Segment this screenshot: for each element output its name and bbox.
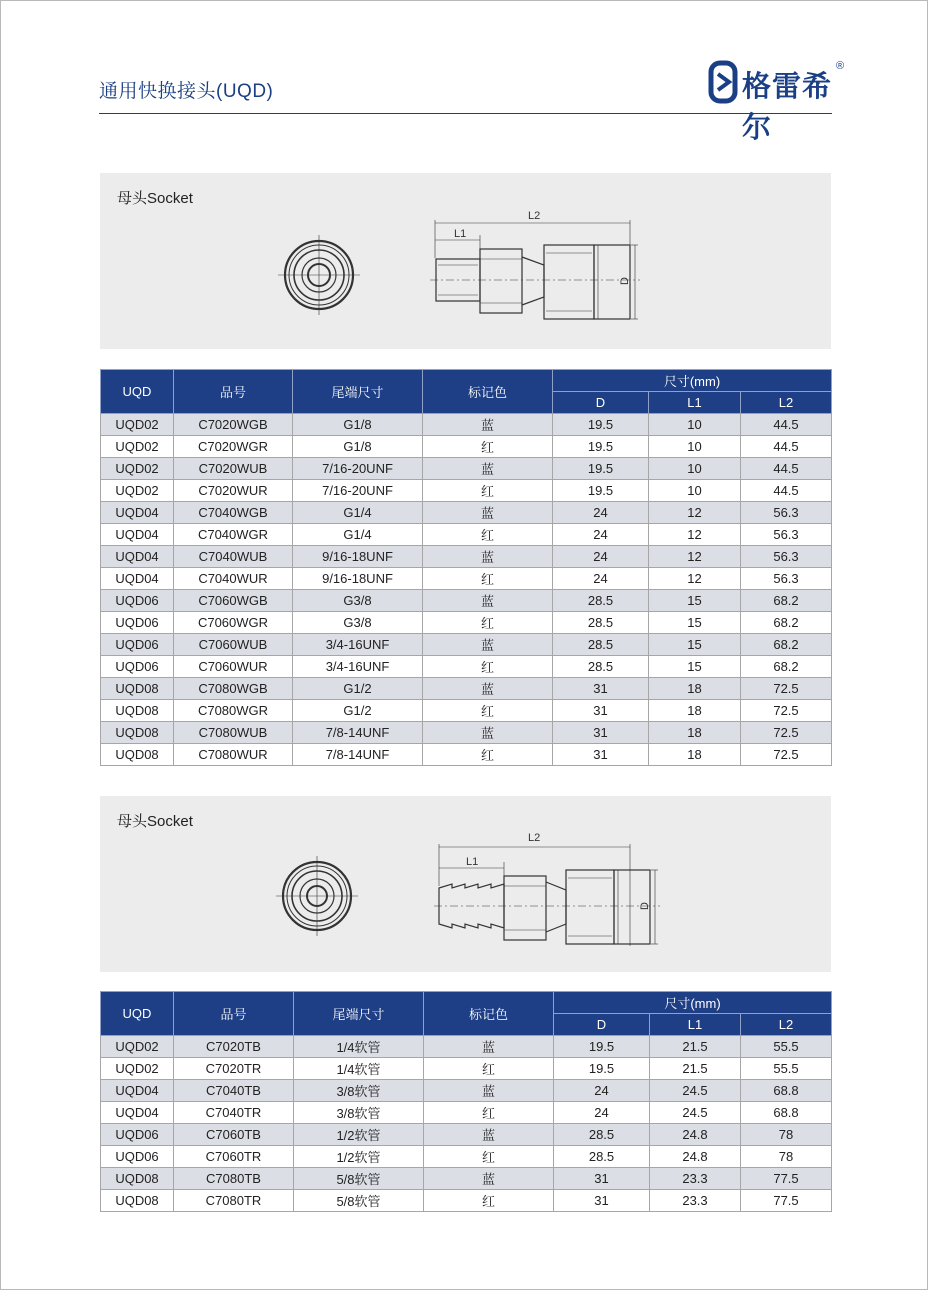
header-tail: 尾端尺寸 — [294, 992, 424, 1036]
header-size: 尺寸(mm) — [553, 370, 832, 392]
cell-mark: 红 — [424, 1190, 554, 1212]
cell-part: C7080WGR — [174, 700, 293, 722]
cell-uqd: UQD02 — [101, 414, 174, 436]
cell-l1: 12 — [649, 524, 741, 546]
front-view — [276, 856, 358, 936]
cell-l2: 56.3 — [741, 502, 832, 524]
cell-l1: 24.5 — [650, 1080, 741, 1102]
cell-mark: 红 — [424, 1102, 554, 1124]
cell-part: C7060WGB — [174, 590, 293, 612]
brand-logo — [706, 58, 846, 144]
table-row — [101, 1080, 832, 1102]
cell-l2: 44.5 — [741, 414, 832, 436]
cell-l1: 24.5 — [650, 1102, 741, 1124]
table-row — [101, 744, 832, 766]
cell-uqd: UQD06 — [101, 1124, 174, 1146]
cell-l2: 44.5 — [741, 458, 832, 480]
cell-part: C7040WGB — [174, 502, 293, 524]
cell-mark: 红 — [423, 700, 553, 722]
cell-l1: 21.5 — [650, 1036, 741, 1058]
header-part: 品号 — [174, 992, 294, 1036]
cell-d: 28.5 — [553, 634, 649, 656]
table-row — [101, 1146, 832, 1168]
cell-mark: 蓝 — [424, 1124, 554, 1146]
cell-mark: 蓝 — [423, 546, 553, 568]
cell-l1: 15 — [649, 590, 741, 612]
table-row — [101, 722, 832, 744]
cell-l1: 24.8 — [650, 1146, 741, 1168]
table-row — [101, 1168, 832, 1190]
cell-part: C7020WUB — [174, 458, 293, 480]
cell-d: 24 — [553, 568, 649, 590]
cell-l2: 68.2 — [741, 590, 832, 612]
cell-mark: 红 — [423, 568, 553, 590]
cell-uqd: UQD08 — [101, 744, 174, 766]
cell-tail: 3/8软管 — [294, 1102, 424, 1124]
header-l1: L1 — [649, 392, 741, 414]
cell-d: 28.5 — [554, 1146, 650, 1168]
dimension-l2-label: L2 — [528, 832, 541, 844]
cell-d: 24 — [553, 524, 649, 546]
cell-uqd: UQD06 — [101, 634, 174, 656]
cell-l2: 77.5 — [741, 1190, 832, 1212]
header-uqd: UQD — [101, 370, 174, 414]
cell-d: 19.5 — [553, 480, 649, 502]
cell-tail: 7/8-14UNF — [293, 744, 423, 766]
cell-part: C7040TR — [174, 1102, 294, 1124]
cell-mark: 蓝 — [423, 414, 553, 436]
header-divider — [99, 113, 832, 114]
cell-part: C7020TB — [174, 1036, 294, 1058]
cell-l2: 56.3 — [741, 568, 832, 590]
header-d: D — [554, 1014, 650, 1036]
cell-d: 28.5 — [553, 612, 649, 634]
socket-technical-drawing — [100, 796, 831, 972]
cell-l1: 15 — [649, 656, 741, 678]
cell-tail: 7/16-20UNF — [293, 480, 423, 502]
cell-mark: 蓝 — [423, 590, 553, 612]
cell-tail: G1/4 — [293, 524, 423, 546]
cell-part: C7060WUB — [174, 634, 293, 656]
socket-drawing-panel-2 — [100, 796, 831, 972]
socket-drawing-panel-1 — [100, 173, 831, 349]
cell-d: 31 — [554, 1168, 650, 1190]
dimension-l2-label: L2 — [528, 210, 541, 222]
cell-d: 24 — [553, 546, 649, 568]
cell-part: C7080TR — [174, 1190, 294, 1212]
cell-mark: 红 — [423, 612, 553, 634]
header-tail: 尾端尺寸 — [293, 370, 423, 414]
front-view — [278, 235, 360, 315]
cell-tail: 9/16-18UNF — [293, 568, 423, 590]
cell-l1: 15 — [649, 612, 741, 634]
cell-d: 28.5 — [554, 1124, 650, 1146]
header-size: 尺寸(mm) — [554, 992, 832, 1014]
cell-uqd: UQD04 — [101, 502, 174, 524]
cell-part: C7040WUR — [174, 568, 293, 590]
section-label: 母头Socket — [117, 190, 193, 207]
cell-l2: 56.3 — [741, 546, 832, 568]
registered-mark: ® — [836, 60, 845, 72]
cell-l1: 18 — [649, 722, 741, 744]
cell-l1: 10 — [649, 436, 741, 458]
cell-l2: 72.5 — [741, 700, 832, 722]
cell-d: 28.5 — [553, 656, 649, 678]
cell-d: 24 — [554, 1102, 650, 1124]
cell-d: 31 — [553, 744, 649, 766]
table-row — [101, 1102, 832, 1124]
header-l2: L2 — [741, 392, 832, 414]
cell-l2: 72.5 — [741, 678, 832, 700]
cell-tail: 3/4-16UNF — [293, 634, 423, 656]
header-mark: 标记色 — [424, 992, 554, 1036]
cell-uqd: UQD08 — [101, 700, 174, 722]
brand-mark-icon — [708, 60, 740, 104]
cell-uqd: UQD08 — [101, 1190, 174, 1212]
cell-tail: 9/16-18UNF — [293, 546, 423, 568]
cell-uqd: UQD04 — [101, 546, 174, 568]
cell-l2: 72.5 — [741, 744, 832, 766]
cell-l2: 44.5 — [741, 480, 832, 502]
dimension-d-label: D — [639, 902, 651, 910]
cell-l1: 21.5 — [650, 1058, 741, 1080]
cell-d: 31 — [554, 1190, 650, 1212]
cell-d: 19.5 — [553, 436, 649, 458]
cell-uqd: UQD06 — [101, 590, 174, 612]
cell-tail: G3/8 — [293, 612, 423, 634]
cell-l1: 12 — [649, 546, 741, 568]
cell-d: 19.5 — [554, 1058, 650, 1080]
cell-uqd: UQD08 — [101, 678, 174, 700]
cell-l2: 68.2 — [741, 634, 832, 656]
cell-uqd: UQD06 — [101, 1146, 174, 1168]
cell-mark: 红 — [424, 1058, 554, 1080]
cell-part: C7080WUR — [174, 744, 293, 766]
cell-part: C7040TB — [174, 1080, 294, 1102]
section-label: 母头Socket — [117, 813, 193, 830]
cell-tail: G1/8 — [293, 414, 423, 436]
cell-tail: 7/16-20UNF — [293, 458, 423, 480]
cell-tail: 5/8软管 — [294, 1168, 424, 1190]
table-row — [101, 700, 832, 722]
cell-l1: 15 — [649, 634, 741, 656]
header-part: 品号 — [174, 370, 293, 414]
cell-part: C7060TB — [174, 1124, 294, 1146]
table-row — [101, 1190, 832, 1212]
cell-mark: 红 — [424, 1146, 554, 1168]
cell-part: C7080WGB — [174, 678, 293, 700]
cell-l2: 68.8 — [741, 1102, 832, 1124]
cell-part: C7080TB — [174, 1168, 294, 1190]
cell-part: C7080WUB — [174, 722, 293, 744]
table-row — [101, 1036, 832, 1058]
cell-mark: 蓝 — [423, 722, 553, 744]
cell-part: C7020TR — [174, 1058, 294, 1080]
spec-table-1 — [100, 369, 832, 766]
cell-l2: 56.3 — [741, 524, 832, 546]
cell-uqd: UQD08 — [101, 1168, 174, 1190]
page-title: 通用快换接头(UQD) — [99, 81, 274, 102]
table-row — [101, 414, 832, 436]
cell-l1: 24.8 — [650, 1124, 741, 1146]
cell-part: C7060TR — [174, 1146, 294, 1168]
cell-l2: 68.2 — [741, 656, 832, 678]
cell-l2: 78 — [741, 1124, 832, 1146]
cell-mark: 蓝 — [423, 634, 553, 656]
cell-mark: 红 — [423, 744, 553, 766]
cell-uqd: UQD04 — [101, 568, 174, 590]
cell-part: C7020WUR — [174, 480, 293, 502]
cell-part: C7040WGR — [174, 524, 293, 546]
cell-l2: 68.2 — [741, 612, 832, 634]
cell-uqd: UQD06 — [101, 612, 174, 634]
cell-tail: 7/8-14UNF — [293, 722, 423, 744]
cell-tail: G1/2 — [293, 700, 423, 722]
cell-part: C7020WGR — [174, 436, 293, 458]
cell-d: 19.5 — [553, 414, 649, 436]
cell-mark: 蓝 — [423, 458, 553, 480]
cell-tail: 1/4软管 — [294, 1058, 424, 1080]
cell-l2: 44.5 — [741, 436, 832, 458]
table-row — [101, 568, 832, 590]
table-row — [101, 634, 832, 656]
table-row — [101, 656, 832, 678]
cell-mark: 红 — [423, 436, 553, 458]
table-row — [101, 546, 832, 568]
table-row — [101, 480, 832, 502]
cell-mark: 蓝 — [424, 1168, 554, 1190]
brand-name: 格雷希尔 — [742, 71, 833, 144]
dimension-l1-label: L1 — [454, 228, 467, 240]
cell-l1: 12 — [649, 568, 741, 590]
cell-mark: 蓝 — [424, 1080, 554, 1102]
cell-part: C7060WGR — [174, 612, 293, 634]
cell-mark: 红 — [423, 524, 553, 546]
cell-tail: G1/8 — [293, 436, 423, 458]
cell-tail: 3/8软管 — [294, 1080, 424, 1102]
cell-mark: 红 — [423, 480, 553, 502]
header-l2: L2 — [741, 1014, 832, 1036]
cell-l1: 10 — [649, 414, 741, 436]
cell-uqd: UQD08 — [101, 722, 174, 744]
cell-mark: 蓝 — [423, 502, 553, 524]
cell-d: 19.5 — [554, 1036, 650, 1058]
cell-d: 28.5 — [553, 590, 649, 612]
cell-uqd: UQD02 — [101, 458, 174, 480]
cell-tail: 1/4软管 — [294, 1036, 424, 1058]
cell-tail: 1/2软管 — [294, 1124, 424, 1146]
cell-l2: 78 — [741, 1146, 832, 1168]
table-row — [101, 678, 832, 700]
cell-mark: 红 — [423, 656, 553, 678]
cell-l1: 12 — [649, 502, 741, 524]
dimension-l1-label: L1 — [466, 856, 479, 868]
cell-l1: 18 — [649, 744, 741, 766]
cell-l2: 55.5 — [741, 1036, 832, 1058]
table-row — [101, 1124, 832, 1146]
cell-uqd: UQD04 — [101, 524, 174, 546]
cell-d: 31 — [553, 700, 649, 722]
header-uqd: UQD — [101, 992, 174, 1036]
header-d: D — [553, 392, 649, 414]
table-row — [101, 590, 832, 612]
cell-l1: 18 — [649, 700, 741, 722]
table-row — [101, 502, 832, 524]
cell-l1: 18 — [649, 678, 741, 700]
dimension-d-label: D — [619, 277, 631, 285]
cell-l2: 77.5 — [741, 1168, 832, 1190]
cell-l2: 68.8 — [741, 1080, 832, 1102]
socket-technical-drawing — [100, 173, 831, 349]
header-mark: 标记色 — [423, 370, 553, 414]
cell-uqd: UQD04 — [101, 1080, 174, 1102]
table-row — [101, 458, 832, 480]
cell-d: 31 — [553, 678, 649, 700]
cell-d: 24 — [554, 1080, 650, 1102]
cell-uqd: UQD04 — [101, 1102, 174, 1124]
cell-l1: 23.3 — [650, 1190, 741, 1212]
cell-mark: 蓝 — [424, 1036, 554, 1058]
cell-mark: 蓝 — [423, 678, 553, 700]
cell-uqd: UQD02 — [101, 1036, 174, 1058]
cell-tail: 3/4-16UNF — [293, 656, 423, 678]
cell-part: C7060WUR — [174, 656, 293, 678]
cell-l1: 10 — [649, 458, 741, 480]
cell-part: C7020WGB — [174, 414, 293, 436]
table-row — [101, 524, 832, 546]
cell-tail: 5/8软管 — [294, 1190, 424, 1212]
cell-d: 31 — [553, 722, 649, 744]
table-row — [101, 1058, 832, 1080]
cell-tail: 1/2软管 — [294, 1146, 424, 1168]
cell-uqd: UQD02 — [101, 480, 174, 502]
header-l1: L1 — [650, 1014, 741, 1036]
cell-tail: G3/8 — [293, 590, 423, 612]
cell-uqd: UQD02 — [101, 1058, 174, 1080]
cell-uqd: UQD02 — [101, 436, 174, 458]
cell-l1: 10 — [649, 480, 741, 502]
cell-tail: G1/2 — [293, 678, 423, 700]
cell-l2: 72.5 — [741, 722, 832, 744]
spec-table-2 — [100, 991, 832, 1212]
cell-uqd: UQD06 — [101, 656, 174, 678]
table-row — [101, 436, 832, 458]
cell-l2: 55.5 — [741, 1058, 832, 1080]
cell-part: C7040WUB — [174, 546, 293, 568]
cell-d: 24 — [553, 502, 649, 524]
cell-tail: G1/4 — [293, 502, 423, 524]
table-row — [101, 612, 832, 634]
cell-d: 19.5 — [553, 458, 649, 480]
cell-l1: 23.3 — [650, 1168, 741, 1190]
